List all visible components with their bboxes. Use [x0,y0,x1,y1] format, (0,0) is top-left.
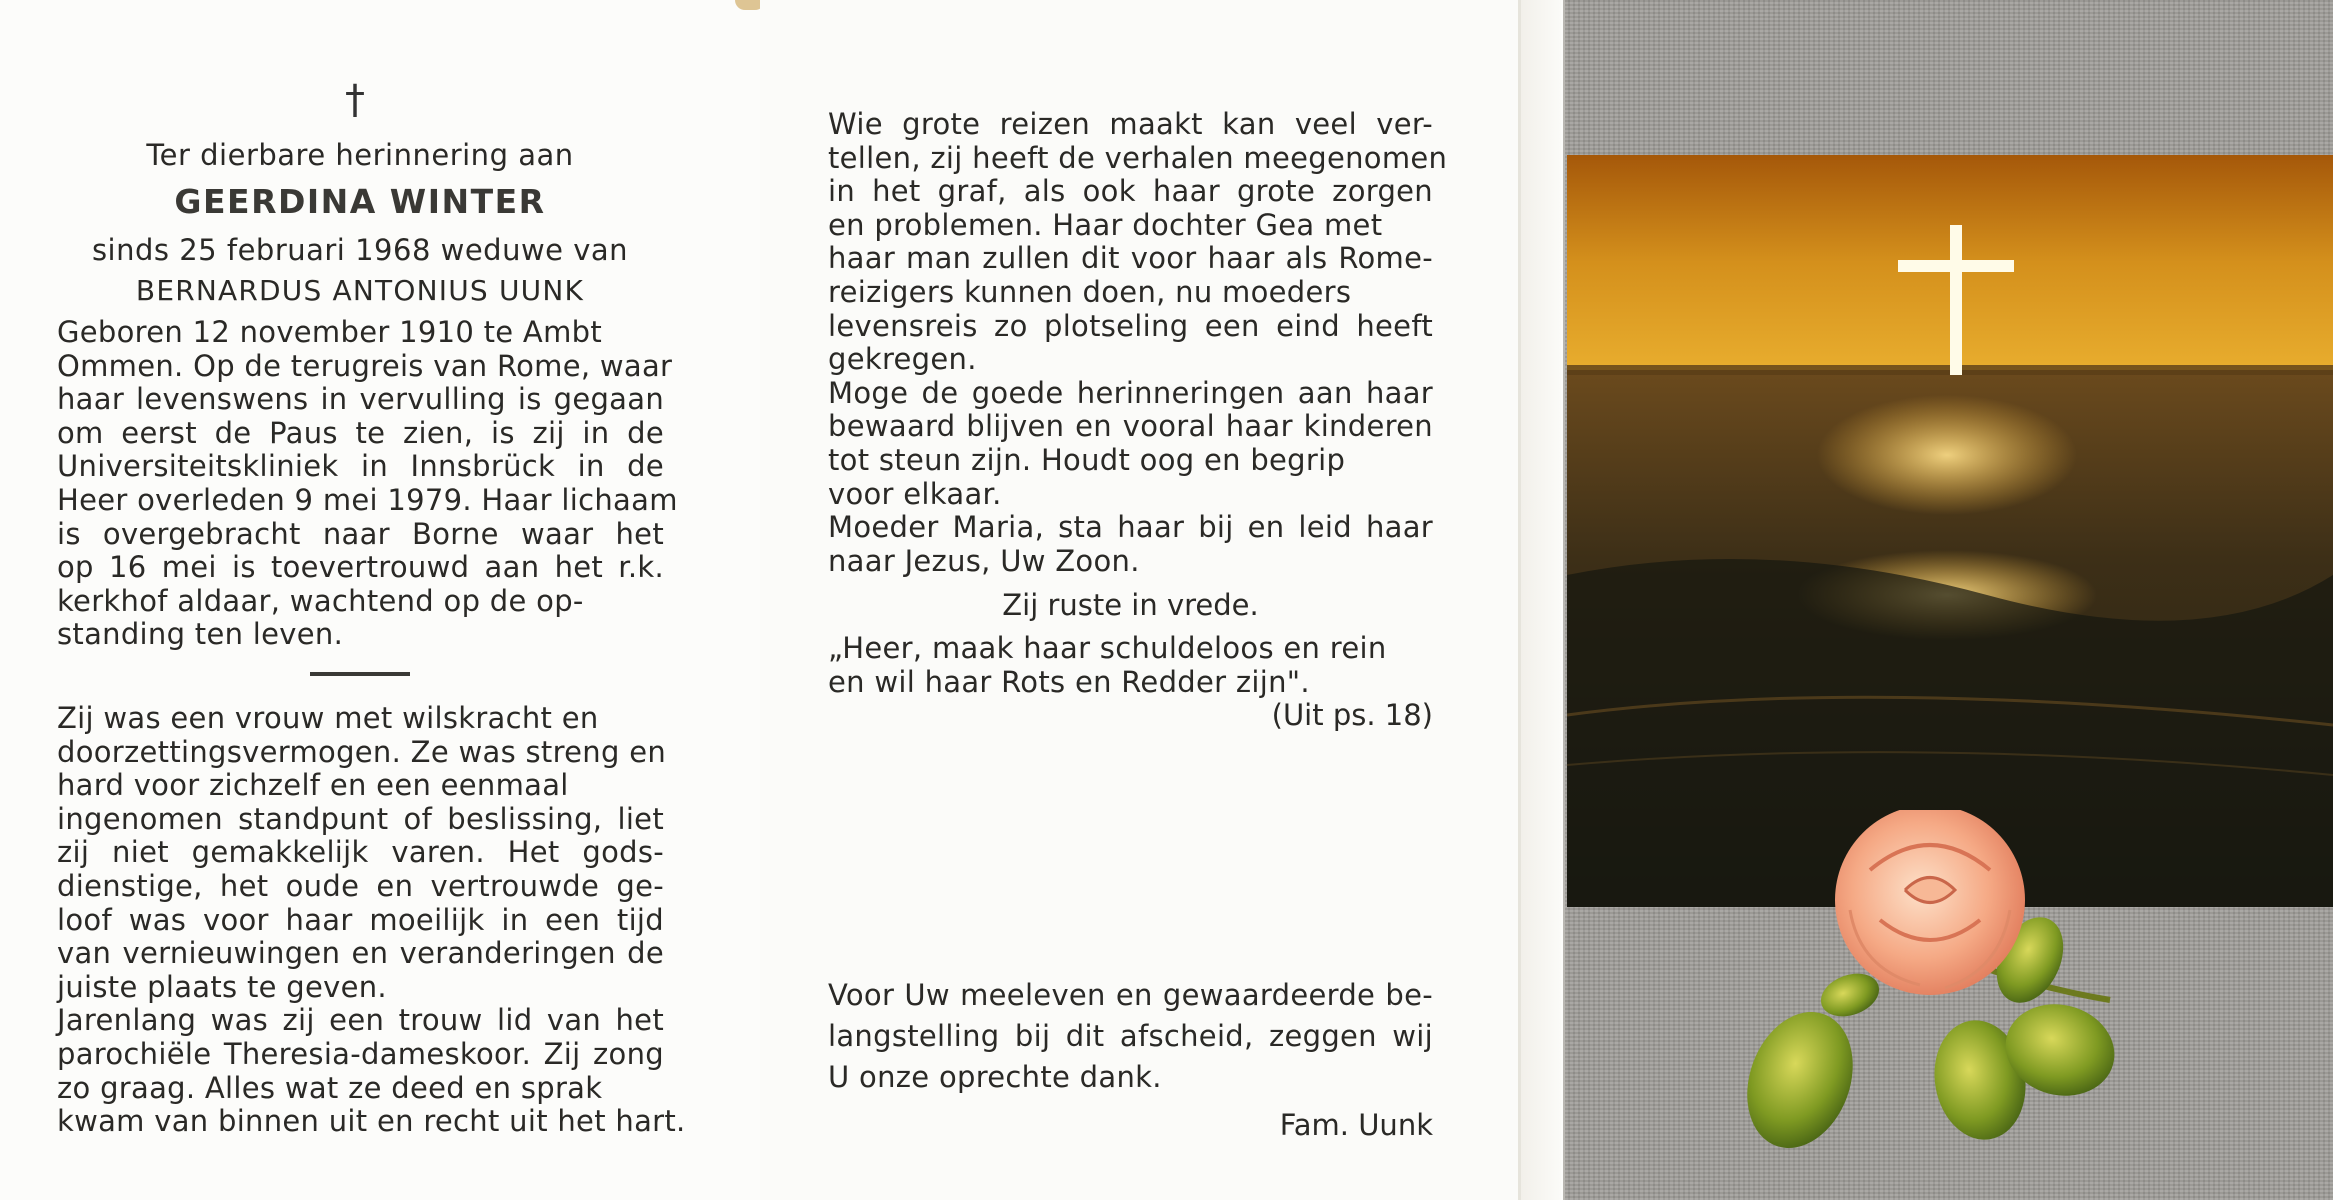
reflection-line: tot steun zijn. Houdt oog en begrip [828,442,1346,477]
character-line: doorzettingsvermogen. Ze was streng en [57,734,667,769]
quote-line: en wil haar Rots en Redder zijn". [828,664,1310,699]
biography-paragraph [57,315,678,652]
bio-line: Heer overleden 9 mei 1979. Haar lichaam [57,482,678,517]
intro-line: Ter dierbare herinnering aan [146,138,574,172]
reflection-line: naar Jezus, Uw Zoon. [828,543,1140,578]
character-line: van vernieuwingen en veranderingen de [57,936,664,971]
bio-line: kerkhof aldaar, wachtend op de op- [57,583,584,618]
character-line: ingenomen standpunt of beslissing, liet [57,801,664,836]
bio-line: op 16 mei is toevertrouwd aan het r.k. [57,550,664,585]
thanks-line: U onze oprechte dank. [828,1060,1162,1094]
character-line: juiste plaats te geven. [57,969,387,1004]
cross-horizontal [1898,260,2014,272]
character-line: hard voor zichzelf en een eenmaal [57,768,569,803]
thanks-line: Voor Uw meeleven en gewaardeerde be- [828,978,1433,1012]
bio-line: standing ten leven. [57,617,344,652]
psalm-quote [828,632,1433,699]
reflection-paragraph [828,107,1448,578]
reflection-line: levensreis zo plotseling een eind heeft [828,308,1433,343]
bio-line: is overgebracht naar Borne waar het [57,516,664,551]
cross-vertical [1950,225,1962,375]
bio-line: om eerst de Paus te zien, is zij in de [57,415,664,450]
reflection-line: en problemen. Haar dochter Gea met [828,207,1383,242]
rose-illustration [1730,810,2130,1190]
bio-line: Geboren 12 november 1910 te Ambt [57,315,602,349]
thanks-paragraph [828,975,1433,1098]
widow-line: sinds 25 februari 1968 weduwe van [91,233,629,267]
reflection-line: in het graf, als ook haar grote zorgen [828,174,1433,209]
reflection-line: Wie grote reizen maakt kan veel ver- [828,107,1433,141]
character-paragraph [57,701,686,1139]
character-line: zij niet gemakkelijk varen. Het gods- [57,835,664,870]
deceased-name: GEERDINA WINTER [174,182,546,221]
quote-line: „Heer, maak haar schuldeloos en rein [828,631,1387,665]
character-line: parochiële Theresia-dameskoor. Zij zong [57,1036,664,1071]
quote-source: (Uit ps. 18) [1271,698,1433,732]
reflection-line: Moge de goede herinneringen aan haar [828,375,1433,410]
leaf [1730,997,1871,1163]
fold-shadow [1521,0,1561,1200]
cross-symbol: † [345,77,365,123]
left-page [0,0,760,1200]
bio-line: Ommen. Op de terugreis van Rome, waar [57,348,673,383]
character-line: loof was voor haar moeilijk in een tijd [57,902,664,937]
sun-reflection [1817,395,2077,515]
family-signature: Fam. Uunk [1279,1108,1433,1142]
reflection-line: reizigers kunnen doen, nu moeders [828,274,1352,309]
character-line: Zij was een vrouw met wilskracht en [57,701,599,735]
rest-in-peace: Zij ruste in vrede. [1002,588,1259,622]
reflection-line: gekregen. [828,342,977,377]
character-line: dienstige, het oude en vertrouwde ge- [57,868,664,903]
bio-line: Universiteitskliniek in Innsbrück in de [57,449,664,484]
reflection-line: haar man zullen dit voor haar als Rome- [828,241,1433,276]
reflection-line: bewaard blijven en vooral haar kinderen [828,409,1433,444]
sunset-photo [1567,155,2333,907]
reflection-line: Moeder Maria, sta haar bij en leid haar [828,510,1433,545]
sunset-sea-scene [1567,155,2333,907]
bio-line: haar levenswens in vervulling is gegaan [57,382,664,417]
middle-page [760,0,1525,1200]
section-divider [310,672,410,676]
husband-name: BERNARDUS ANTONIUS UUNK [135,274,585,307]
reflection-line: tellen, zij heeft de verhalen meegenomen [828,140,1448,175]
character-line: zo graag. Alles wat ze deed en sprak [57,1070,603,1105]
character-line: kwam van binnen uit en recht uit het hart. [57,1104,686,1139]
character-line: Jarenlang was zij een trouw lid van het [57,1003,664,1038]
thanks-line: langstelling bij dit afscheid, zeggen wij [828,1019,1433,1053]
reflection-line: voor elkaar. [828,476,1002,511]
